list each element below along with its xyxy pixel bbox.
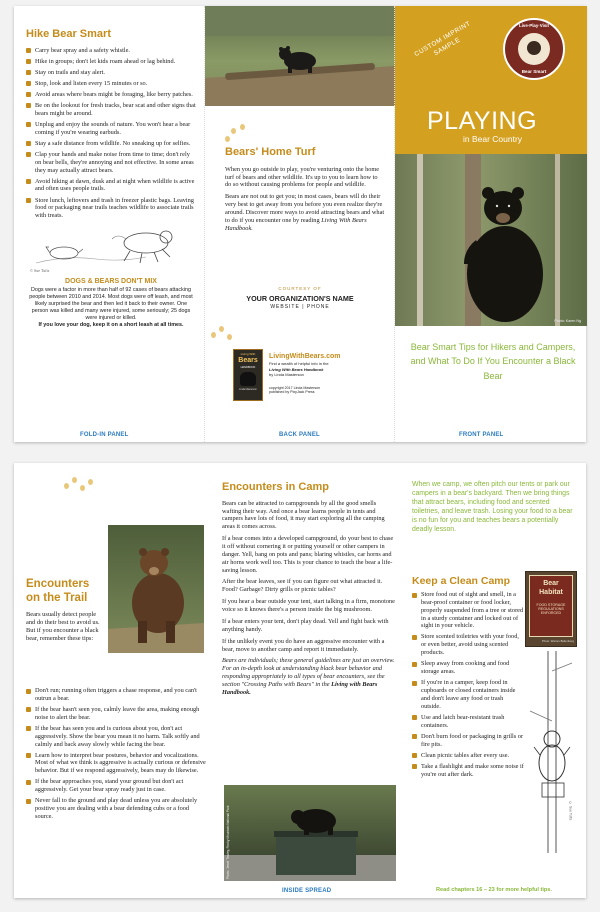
trail-tip-item: Don't run; running often triggers a chase response, and you can't outrun a bear.: [26, 687, 208, 703]
trail-tip-item: If the bear hasn't seen you, calmly leave the area, making enough noise to alert the bear.: [26, 706, 208, 722]
sketch-credit: © Sue Tufts: [30, 268, 50, 274]
site-text-b: Living With Bears Handbook: [269, 366, 324, 372]
cinnamon-bear-icon: [108, 525, 204, 653]
badge-top: Live·Play·Visit: [519, 23, 549, 28]
trail-tips-list: [26, 687, 208, 824]
imprint-block: [205, 286, 395, 310]
front-photo-credit: Photo: Karen Ng: [554, 318, 581, 323]
trail-intro-block: [26, 577, 106, 647]
front-header: [395, 6, 587, 154]
trail-tip-item: Learn how to interpret bear postures, behavior and vocalizations. Most of what we think is aggressive is actually curious or defensive behavior. But if we respond aggressively, bears may do likewise.: [26, 752, 208, 776]
camp-paragraph: Bears can be attracted to campgrounds by all the good smells wafting their way. And once a bear learns people in tents and campers have lots of food, it may start exploring all the camping areas it comes across.: [222, 499, 385, 531]
dogs-bold: If you love your dog, keep it on a short leash at all times.: [38, 322, 184, 329]
sketch-credit-2: © Sue Tufts: [568, 801, 573, 821]
fold-in-footer: FOLD-IN PANEL: [80, 431, 129, 438]
clean-tip-item: If you're in a camper, keep food in cupboards or closed containers inside and don't leave any food or trash outside.: [412, 679, 524, 710]
climbing-bear-icon: [522, 651, 582, 853]
imprint-sample: CUSTOM IMPRINT SAMPLE: [413, 20, 472, 59]
camp-paragraph: If a bear enters your tent, don't play dead. Yell and fight back with anything handy.: [222, 617, 389, 633]
dogs-box: [26, 277, 196, 329]
front-panel: [394, 6, 586, 442]
hike-tip-item: Carry bear spray and a safety whistle.: [26, 47, 196, 55]
camp-paragraph: After the bear leaves, see if you can figure out what attracted it. Food? Garbage? Dirty grills or picnic tables?: [222, 578, 383, 594]
trail-tip-item: Never fall to the ground and play dead unless you are absolutely positive you are dealing with a bear defending cubs or a food source.: [26, 797, 208, 821]
publisher: published by PixyJack Press: [269, 390, 315, 395]
trail-tip-item: If the bear approaches you, stand your ground but don't act aggressively. Get your bear spray ready just in case.: [26, 778, 208, 794]
black-bear-icon: [395, 154, 587, 326]
hike-tip-item: Stay on trails and stay alert.: [26, 69, 196, 77]
camp-handbook: Living with Bears Handbook.: [222, 680, 378, 696]
cub-photo: [205, 6, 395, 106]
hike-tip-item: Avoid areas where bears might be foraging, like berry patches.: [26, 91, 196, 99]
chapters-note: Read chapters 16 – 23 for more helpful tips.: [436, 887, 552, 894]
camp-paragraph: If you hear a bear outside your tent, start talking in a firm, monotone voice so it knows there's a person inside the big mushroom.: [222, 598, 395, 614]
copyright: copyright 2017 Linda Masterson: [269, 385, 321, 390]
badge-bottom: Bear Smart: [521, 69, 547, 75]
home-turf-p2: Bears are not out to get you; in most cases, bears will do their very best to get away from you before you even realize they're around. Discover more ways to avoid attracting bears and what to do if you encounter one by reading Living With Bears Handbook.: [225, 193, 385, 232]
sign-face: [529, 575, 573, 637]
trail-tip-item: If the bear has seen you and is curious about you, don't act aggressively. Show the bear you mean it no harm. Talk softly and calmly and back away slowly while facing the bear.: [26, 725, 208, 749]
hike-tips-list: [26, 47, 196, 220]
bear-habitat-sign: [525, 571, 577, 647]
handbook-title: Living With Bears Handbook.: [225, 216, 367, 232]
hike-tip-item: Stay a safe distance from wildlife. No sneaking up for selfies.: [26, 140, 196, 148]
trail-intro: Bears usually detect people and do their best to avoid us. But if you encounter a black bear, remember these tips:: [26, 610, 100, 642]
sign-line-4: REGULATIONS: [538, 606, 564, 611]
home-turf-block: [225, 146, 385, 237]
clean-tip-item: Store food out of sight and smell, in a bear-proof container or food locker, properly suspended from a tree or stored in a sturdy container and locked out of sight in your vehicle.: [412, 591, 524, 630]
clean-camp-panel: [402, 463, 586, 898]
hike-tip-item: Unplug and enjoy the sounds of nature. You won't hear a bear coming if you're wearing earbuds.: [26, 121, 196, 137]
sign-line-2: Habitat: [539, 588, 563, 596]
black-bear-photo: [395, 154, 587, 326]
trail-title: Encounters on the Trail: [26, 578, 90, 605]
site-text-a: Find a wealth of helpful info in the: [269, 361, 329, 367]
hike-tip-item: Store lunch, leftovers and trash in freezer plastic bags. Leaving food or packaging near trails teaches wildlife to associate trails with treats.: [26, 197, 196, 221]
clean-title: Keep a Clean Camp: [412, 575, 511, 587]
inside-spread: [14, 463, 586, 898]
cover-bear-icon: [240, 372, 256, 386]
camp-paragraph: If the unlikely event you do have an aggressive encounter with a bear, move to another camp and report it immediately.: [222, 637, 385, 653]
badge-bear-icon: [518, 33, 550, 65]
front-tagline: Bear Smart Tips for Hikers and Campers, and What To Do If You Encounter a Black Bear: [410, 342, 576, 381]
camp-block: [222, 481, 396, 701]
org-website-phone: WEBSITE | PHONE: [270, 303, 330, 310]
inside-footer: INSIDE SPREAD: [282, 887, 332, 894]
hike-tip-item: Avoid hiking at dawn, dusk and at night when wildlife is active and often uses people trails.: [26, 178, 196, 194]
back-footer: BACK PANEL: [279, 431, 320, 438]
dog-bear-sketch-icon: [26, 223, 206, 275]
dogs-title: DOGS & BEARS DON'T MIX: [65, 278, 157, 286]
courtesy-label: COURTESY OF: [278, 286, 322, 291]
brown-bear-photo: [108, 525, 204, 653]
climbing-bear-sketch: [522, 651, 582, 853]
sign-credit: Photo: Warren Bellenberg: [541, 639, 574, 643]
clean-intro: When we camp, we often pitch our tents or park our campers in a bear's backyard. Then we bring things that attract bears, including food and scented toiletries, and leave trash. Losing your food to a bear is no fun for you and teaches bears a potentially deadly lesson.: [412, 481, 573, 533]
camp-title: Encounters in Camp: [222, 481, 329, 493]
outside-panels: [14, 6, 586, 442]
clean-tip-item: Store scented toiletries with your food, or even better, avoid using scented products.: [412, 633, 524, 657]
clean-tip-item: Clean picnic tables after every use.: [412, 752, 524, 760]
org-name: YOUR ORGANIZATION'S NAME: [246, 293, 354, 303]
dog-chase-sketch: [26, 223, 196, 275]
camp-paragraph: If a bear comes into a developed campground, do your best to chase it off without cornering it or putting yourself or other campers in danger. Yell, bang on pots and pans; blaring whistles, car horns and air horns work well too. This is your chance to teach the bear a life-saving lesson.: [222, 535, 394, 574]
home-turf-title: Bears' Home Turf: [225, 146, 316, 158]
camp-italic-note: Bears are individuals; these general guidelines are just an overview. For an in-depth look at understanding black bear behavior and responding appropriately to all types of bear encounters, see the section "Crossing Paths with Bears" in the Living with Bears Handbook.: [222, 657, 395, 696]
cover-sub: HANDBOOK: [240, 365, 256, 369]
sign-line-1: Bear: [543, 580, 559, 587]
site-link[interactable]: LivingWithBears.com: [269, 353, 341, 360]
cover-author: Linda Masterson: [239, 387, 257, 391]
clean-tips-list: [412, 591, 524, 782]
sign-line-3: FOOD STORAGE: [536, 602, 566, 607]
bear-smart-badge: [503, 18, 565, 80]
handbook-cover[interactable]: [233, 349, 263, 401]
front-footer: FRONT PANEL: [459, 431, 504, 438]
clean-tip-item: Sleep away from cooking and food storage areas.: [412, 660, 524, 676]
camp-panel: [214, 463, 402, 898]
clean-tip-item: Don't burn food or packaging in grills or fire pits.: [412, 733, 524, 749]
hike-tip-item: Stop, look and listen every 15 minutes or so.: [26, 80, 196, 88]
fold-in-panel: [14, 6, 204, 442]
handbook-promo: [269, 352, 387, 395]
site-text-c: by Linda Masterson: [269, 372, 304, 378]
front-subtitle: in Bear Country: [463, 134, 523, 144]
trail-panel: [14, 463, 214, 898]
camp-paragraphs: [222, 500, 396, 654]
bear-cub-icon: [205, 6, 395, 106]
front-title: PLAYING: [427, 107, 538, 135]
back-panel: [204, 6, 394, 442]
cover-title: Bears: [238, 356, 258, 364]
dumpster-bear-photo: [224, 785, 396, 881]
hike-tip-item: Be on the lookout for fresh tracks, bear scat and other signs that bears might be around.: [26, 102, 196, 118]
clean-tip-item: Use and latch bear-resistant trash containers.: [412, 714, 524, 730]
bear-dumpster-icon: [224, 785, 396, 881]
clean-tip-item: Take a flashlight and make some noise if you're out after dark.: [412, 763, 524, 779]
camp-photo-credit: Photo: Jewel Tinsley, Rocky Mountain National Park: [226, 805, 230, 879]
hike-bear-smart-title: Hike Bear Smart: [26, 28, 111, 40]
cover-top: Living With: [240, 352, 256, 356]
hike-tip-item: Hike in groups; don't let kids roam ahead or lag behind.: [26, 58, 196, 66]
dogs-text: Dogs were a factor in more than half of 92 cases of bears attacking people between 2010 and 2014. Most dogs were off leash, and most likely surprised the bear and then led it back to their owner. One person was killed and many were injured, some seriously; 25 dogs were injured or killed.: [29, 287, 193, 322]
sign-line-5: ENFORCED: [540, 611, 562, 616]
hike-tip-item: Clap your hands and make noise from time to time; don't rely on bear bells, they're annoying and not effective. In some areas they may actually attract bears.: [26, 151, 196, 175]
home-turf-p1: When you go outside to play, you're venturing onto the home turf of bears and other wildlife. It's up to you to learn how to do so without causing problems for people and wildlife.: [225, 165, 380, 189]
